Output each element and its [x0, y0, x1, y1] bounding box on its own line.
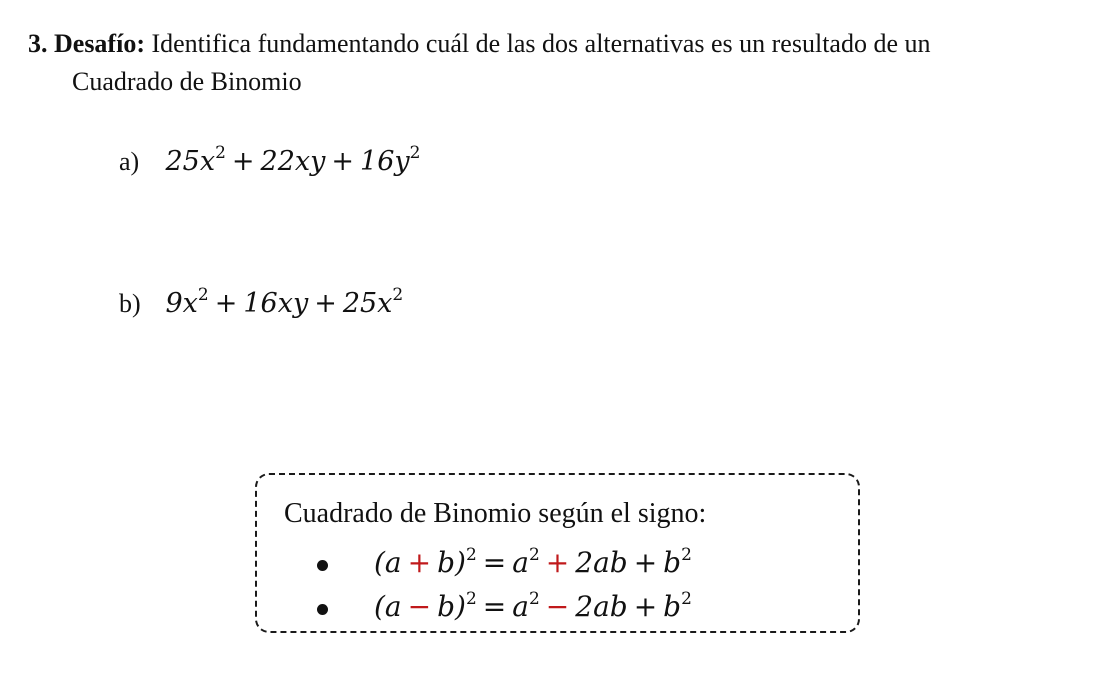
option-expression — [165, 143, 421, 177]
term-1: 25x — [165, 146, 216, 177]
operator: + — [214, 288, 238, 319]
formula-part: a — [512, 590, 529, 623]
formula-part: (a — [374, 546, 402, 579]
formula-part: a — [512, 546, 529, 579]
box-title: Cuadrado de Binomio según el signo: — [284, 498, 707, 529]
term-3: 16y — [360, 146, 410, 177]
question-label: Desafío: — [54, 29, 145, 58]
formula-part: 2ab — [575, 590, 628, 623]
sign: + — [407, 546, 432, 579]
equals: = — [482, 546, 507, 579]
option-letter: b) — [119, 289, 141, 318]
term-2: 22xy — [260, 146, 326, 177]
exponent: 2 — [528, 589, 540, 609]
exponent: 2 — [409, 143, 421, 163]
formula-row — [317, 579, 692, 632]
exponent: 2 — [465, 545, 477, 565]
sign: + — [545, 546, 570, 579]
term-2: 16xy — [243, 288, 309, 319]
operator: + — [633, 546, 658, 579]
term-3: 25x — [342, 288, 393, 319]
question-number: 3. — [28, 29, 48, 58]
formula-part: b) — [437, 546, 466, 579]
exponent: 2 — [392, 285, 404, 305]
operator: + — [314, 288, 337, 319]
bullet-icon — [317, 560, 328, 571]
option-expression — [165, 285, 404, 319]
formula-part: (a — [374, 590, 402, 623]
question-line-2 — [72, 66, 302, 98]
sign: − — [407, 590, 432, 623]
exponent: 2 — [681, 545, 692, 565]
exponent: 2 — [528, 545, 540, 565]
operator: + — [633, 590, 658, 623]
exponent: 2 — [681, 589, 692, 609]
bullet-icon — [317, 604, 328, 615]
formula-part: b — [663, 590, 682, 623]
formula-part: b) — [437, 590, 466, 623]
formula-box — [255, 473, 860, 633]
equals: = — [482, 590, 507, 623]
formula — [374, 590, 692, 623]
question-text-2: Cuadrado de Binomio — [72, 67, 302, 96]
formula-part: b — [663, 546, 682, 579]
exponent: 2 — [465, 589, 477, 609]
exponent: 2 — [197, 285, 209, 305]
term-1: 9x — [165, 288, 198, 319]
formula-part: 2ab — [575, 546, 628, 579]
option-letter: a) — [119, 147, 140, 176]
exponent: 2 — [215, 143, 226, 163]
operator: + — [231, 146, 255, 177]
formula — [374, 546, 692, 579]
option-a — [119, 136, 420, 179]
operator: + — [331, 146, 355, 177]
option-b — [119, 278, 403, 321]
question-line-1 — [28, 28, 931, 60]
question-text-1: Identifica fundamentando cuál de las dos alternativas es un resultado de un — [151, 29, 931, 58]
sign: − — [545, 590, 570, 623]
